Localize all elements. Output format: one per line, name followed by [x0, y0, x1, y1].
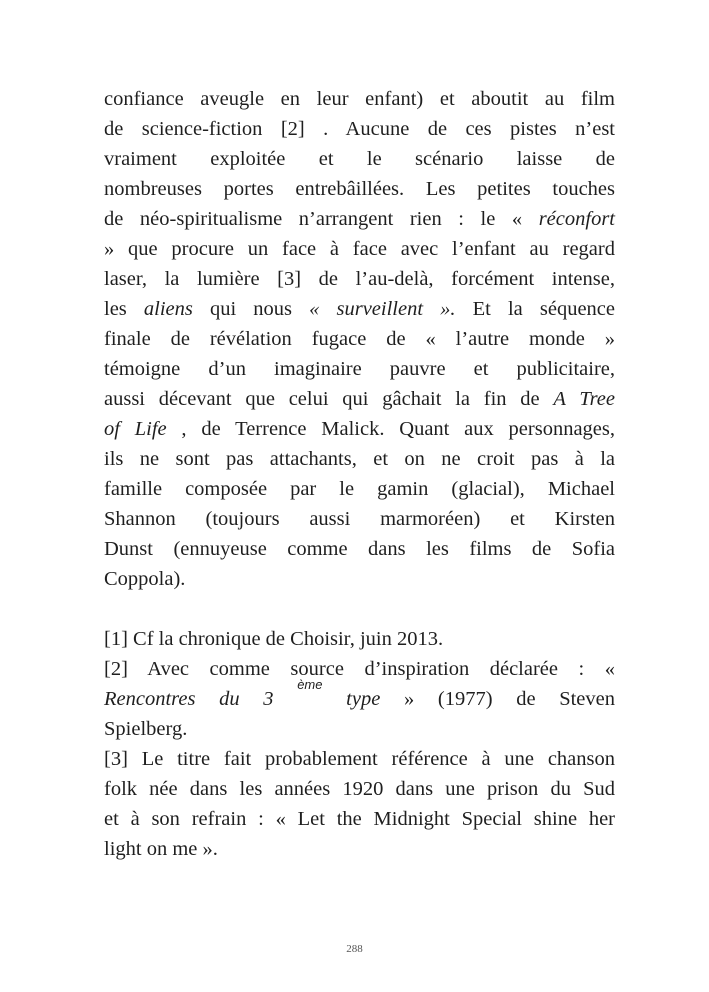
- footnote-line: [104, 744, 615, 774]
- page-number: 288: [346, 943, 363, 955]
- italic-text: A Tree: [553, 388, 616, 410]
- italic-text: type: [322, 688, 381, 710]
- text-run: les: [104, 298, 144, 320]
- text-run: [2] Avec comme source d’inspiration déclarée : «: [104, 658, 615, 680]
- body-line: [104, 84, 615, 114]
- body-line: [104, 324, 615, 354]
- body-line: [104, 474, 615, 504]
- body-line: [104, 114, 615, 144]
- italic-text: « surveillent ».: [309, 298, 456, 320]
- italic-text: réconfort: [538, 208, 615, 230]
- text-run: [3] Le titre fait probablement référence à une chanson: [104, 748, 615, 770]
- body-line: [104, 534, 615, 564]
- text-run: laser, la lumière [3] de l’au-delà, forcément intense,: [104, 268, 615, 290]
- body-line: [104, 294, 615, 324]
- text-run: de science-fiction [2] . Aucune de ces pistes n’est: [104, 118, 615, 140]
- text-run: , de Terrence Malick. Quant aux personnages,: [166, 418, 616, 440]
- body-line: [104, 564, 615, 594]
- italic-text: aliens: [143, 298, 193, 320]
- body-line: [104, 414, 615, 444]
- text-run: confiance aveugle en leur enfant) et aboutit au film: [104, 88, 615, 110]
- text-run: » que procure un face à face avec l’enfant au regard: [104, 238, 615, 260]
- footnote-line: [104, 834, 615, 864]
- text-run: vraiment exploitée et le scénario laisse de: [104, 148, 615, 170]
- footnote-line: [104, 774, 615, 804]
- body-line: [104, 144, 615, 174]
- text-run: de néo-spiritualisme n’arrangent rien : le «: [104, 208, 539, 230]
- body-line: [104, 234, 615, 264]
- body-line: [104, 174, 615, 204]
- footnotes: [104, 624, 615, 864]
- body-line: [104, 354, 615, 384]
- footnote-line: [104, 677, 615, 714]
- italic-text: Rencontres du 3: [104, 688, 298, 710]
- page-content: [104, 84, 615, 864]
- text-run: aussi décevant que celui qui gâchait la fin de: [104, 388, 554, 410]
- text-run: folk née dans les années 1920 dans une prison du Sud: [104, 778, 615, 800]
- text-run: light on me ».: [104, 838, 218, 860]
- body-line: [104, 504, 615, 534]
- text-run: Et la séquence: [455, 298, 615, 320]
- body-paragraph: [104, 84, 615, 594]
- text-run: Dunst (ennuyeuse comme dans les films de Sofia: [104, 538, 615, 560]
- superscript-text: ème: [297, 677, 323, 692]
- text-run: et à son refrain : « Let the Midnight Special shine her: [104, 808, 615, 830]
- footnote-line: [104, 714, 615, 744]
- body-line: [104, 444, 615, 474]
- text-run: » (1977) de Steven: [380, 688, 615, 710]
- text-run: famille composée par le gamin (glacial), Michael: [104, 478, 615, 500]
- footnote-line: [104, 624, 615, 654]
- text-run: nombreuses portes entrebâillées. Les petites touches: [104, 178, 615, 200]
- body-line: [104, 204, 615, 234]
- body-line: [104, 384, 615, 414]
- text-run: Spielberg.: [104, 718, 188, 740]
- body-line: [104, 264, 615, 294]
- text-run: ils ne sont pas attachants, et on ne croit pas à la: [104, 448, 615, 470]
- italic-text: of Life: [104, 418, 167, 440]
- text-run: [1] Cf la chronique de Choisir, juin 2013.: [104, 628, 444, 650]
- text-run: Shannon (toujours aussi marmoréen) et Kirsten: [104, 508, 615, 530]
- paragraph-gap: [104, 594, 615, 624]
- text-run: Coppola).: [104, 568, 186, 590]
- text-run: finale de révélation fugace de « l’autre monde »: [104, 328, 615, 350]
- text-run: qui nous: [192, 298, 310, 320]
- text-run: témoigne d’un imaginaire pauvre et publicitaire,: [104, 358, 615, 380]
- footnote-line: [104, 654, 615, 684]
- footnote-line: [104, 804, 615, 834]
